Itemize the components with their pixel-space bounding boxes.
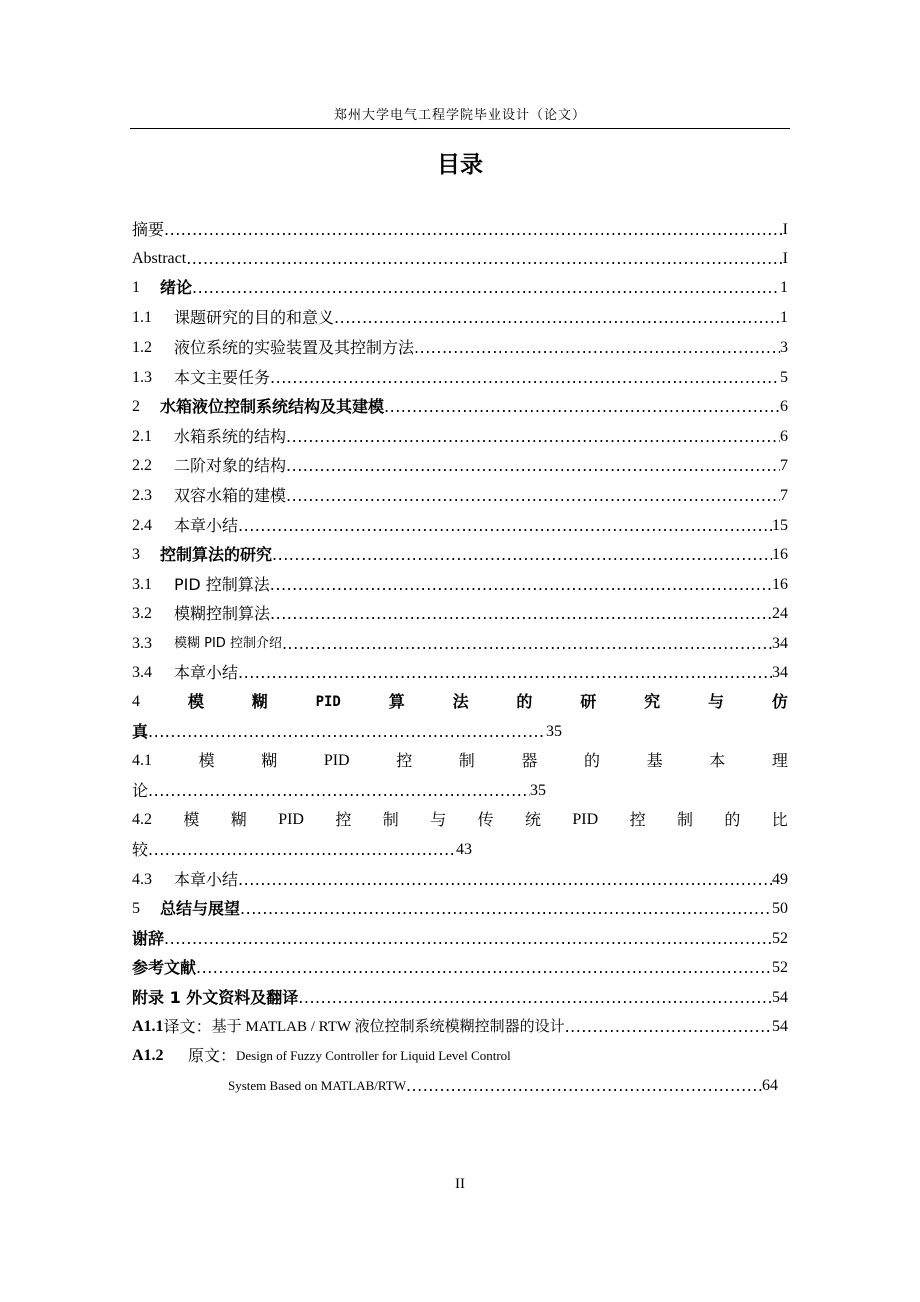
toc-page: 64 xyxy=(762,1077,778,1094)
dot-leader xyxy=(286,456,780,476)
toc-number: 1.2 xyxy=(132,339,152,356)
toc-page: 7 xyxy=(780,487,788,504)
toc-page: 49 xyxy=(772,871,788,888)
toc-page: 34 xyxy=(772,635,788,652)
dot-leader xyxy=(414,338,780,358)
dot-leader xyxy=(238,516,772,536)
toc-entry-2-2[interactable] xyxy=(132,450,788,476)
toc-title: System Based on MATLAB/RTW xyxy=(228,1078,406,1093)
toc-page: 5 xyxy=(780,369,788,386)
toc-title: 模糊 PID 控制介绍 xyxy=(174,636,282,651)
toc-page: 1 xyxy=(780,309,788,326)
dot-leader xyxy=(164,929,772,949)
toc-title-part: 控 xyxy=(335,810,352,829)
toc-title: 双容水箱的建模 xyxy=(174,486,287,505)
toc-title-part: 制 xyxy=(676,810,693,829)
toc-number: 3.3 xyxy=(132,635,152,652)
toc-page: 43 xyxy=(456,841,472,858)
toc-entry-appendix[interactable] xyxy=(132,982,788,1008)
toc-entry-1-1[interactable] xyxy=(132,302,788,328)
toc-title-part: 控 xyxy=(629,810,646,829)
toc-title: 二阶对象的结构 xyxy=(174,456,287,475)
toc-title-part: 糊 xyxy=(251,692,268,711)
toc-title-part: 究 xyxy=(644,692,661,711)
toc-page: 3 xyxy=(780,339,788,356)
toc-title-part: PID xyxy=(315,694,341,710)
toc-title-part: 制 xyxy=(458,751,475,770)
dot-leader xyxy=(186,249,782,269)
toc-title-part: 基 xyxy=(646,751,663,770)
toc-page: 35 xyxy=(530,782,546,799)
dot-leader xyxy=(286,486,780,506)
header-rule xyxy=(130,128,790,129)
toc-entry-ch4-continued[interactable] xyxy=(132,716,562,742)
dot-leader xyxy=(406,1076,762,1096)
toc-title-part: 的 xyxy=(724,810,741,829)
dot-leader xyxy=(240,899,772,919)
toc-title: 控制算法的研究 xyxy=(160,545,273,564)
toc-title: 参考文献 xyxy=(132,958,197,977)
toc-entry-thanks[interactable] xyxy=(132,923,788,949)
dot-leader xyxy=(238,870,772,890)
dot-leader xyxy=(270,604,772,624)
page-title: 目录 xyxy=(437,152,483,178)
toc-title: PID 控制算法 xyxy=(174,575,270,594)
toc-title-part: 控 xyxy=(396,751,413,770)
dot-leader xyxy=(148,781,530,801)
toc-entry-1-2[interactable] xyxy=(132,332,788,358)
toc-number: 1 xyxy=(132,279,140,296)
dot-leader xyxy=(565,1017,772,1037)
toc-page: 16 xyxy=(772,546,788,563)
toc-title: 水箱液位控制系统结构及其建模 xyxy=(160,397,385,416)
toc-entry-4-3[interactable] xyxy=(132,864,788,890)
toc-number: 4.1 xyxy=(132,752,152,769)
toc-title-part: 糊 xyxy=(230,810,247,829)
dot-leader xyxy=(196,958,772,978)
toc-page: 16 xyxy=(772,576,788,593)
toc-page: 24 xyxy=(772,605,788,622)
toc-title-part: 传 xyxy=(477,810,494,829)
toc-title: 本章小结 xyxy=(174,870,239,889)
toc-title-part: 理 xyxy=(771,751,788,770)
toc-title-part: 算 xyxy=(388,692,405,711)
toc-number: 1.3 xyxy=(132,369,152,386)
dot-leader xyxy=(286,427,780,447)
dot-leader xyxy=(334,308,780,328)
dot-leader xyxy=(298,988,772,1008)
dot-leader xyxy=(238,663,772,683)
toc-page: I xyxy=(782,221,788,238)
toc-page: I xyxy=(782,250,788,267)
toc-title-part: 模 xyxy=(187,692,204,711)
toc-title-part: PID xyxy=(572,811,599,828)
toc-number: 3.1 xyxy=(132,576,152,593)
toc-title-part: 器 xyxy=(521,751,538,770)
toc-title-part: 真 xyxy=(132,722,149,741)
toc-number: 5 xyxy=(132,900,140,917)
toc-number: 2.4 xyxy=(132,517,152,534)
toc-page: 50 xyxy=(772,900,788,917)
toc-title: 本文主要任务 xyxy=(174,368,271,387)
dot-leader xyxy=(282,634,772,654)
toc-number: 2.1 xyxy=(132,428,152,445)
toc-page: 15 xyxy=(772,517,788,534)
toc-title-part: 较 xyxy=(132,840,149,859)
dot-leader xyxy=(272,545,772,565)
dot-leader xyxy=(148,722,546,742)
toc-title-part: 比 xyxy=(771,810,788,829)
toc-title: 模糊控制算法 xyxy=(174,604,271,623)
toc-entry-abstract-en[interactable] xyxy=(132,243,788,269)
toc-entry-3-3[interactable] xyxy=(132,628,788,654)
toc-number: 2 xyxy=(132,398,140,415)
toc-page: 54 xyxy=(772,1018,788,1035)
toc-page: 6 xyxy=(780,428,788,445)
toc-page: 34 xyxy=(772,664,788,681)
toc-title: 谢辞 xyxy=(132,929,165,948)
toc-number: A1.1 xyxy=(132,1018,164,1035)
toc-entry-a1-1[interactable] xyxy=(132,1011,788,1037)
toc-number: 2.3 xyxy=(132,487,152,504)
toc-number: 4.3 xyxy=(132,871,152,888)
toc-entry-a1-2[interactable] xyxy=(132,1040,788,1066)
toc-title-part: 统 xyxy=(525,810,542,829)
toc-entry-ch4[interactable] xyxy=(132,686,788,712)
toc-title: 水箱系统的结构 xyxy=(174,427,287,446)
toc-title: Abstract xyxy=(132,250,187,267)
toc-page: 54 xyxy=(772,989,788,1006)
toc-entry-4-1[interactable] xyxy=(132,745,788,771)
toc-title-part: 研 xyxy=(580,692,597,711)
toc-entry-abstract-cn[interactable] xyxy=(132,214,788,240)
toc-title: 液位系统的实验装置及其控制方法 xyxy=(174,338,415,357)
toc-number: A1.2 xyxy=(132,1047,164,1064)
toc-entry-4-2[interactable] xyxy=(132,804,788,830)
toc-entry-a1-2-continued[interactable] xyxy=(228,1070,778,1096)
toc-entry-ch2[interactable] xyxy=(132,391,788,417)
toc-page: 6 xyxy=(780,398,788,415)
toc-title: 绪论 xyxy=(160,278,193,297)
dot-leader xyxy=(192,278,780,298)
toc-title-part: 糊 xyxy=(261,751,278,770)
toc-title-part: PID xyxy=(278,811,304,828)
toc-entry-2-1[interactable] xyxy=(132,421,788,447)
toc-entry-3-2[interactable] xyxy=(132,598,788,624)
toc-page: 52 xyxy=(772,930,788,947)
toc-title-part: 与 xyxy=(430,810,447,829)
toc-entry-ch5[interactable] xyxy=(132,893,788,919)
toc-title-part: 制 xyxy=(382,810,399,829)
toc-title: 总结与展望 xyxy=(160,899,241,918)
dot-leader xyxy=(384,397,780,417)
dot-leader xyxy=(270,575,772,595)
toc-number: 3.4 xyxy=(132,664,152,681)
toc-entry-2-3[interactable] xyxy=(132,480,788,506)
toc-entry-ch1[interactable] xyxy=(132,272,788,298)
toc-number: 4.2 xyxy=(132,811,152,828)
dot-leader xyxy=(270,368,780,388)
toc-page: 52 xyxy=(772,959,788,976)
dot-leader xyxy=(164,220,783,240)
toc-title: 基于 MATLAB / RTW 液位控制系统模糊控制器的设计 xyxy=(211,1019,565,1035)
dot-leader xyxy=(148,840,456,860)
toc-page: 1 xyxy=(780,279,788,296)
toc-entry-4-2-continued[interactable] xyxy=(132,834,472,860)
toc-label: 原文： xyxy=(188,1046,237,1065)
toc-entry-1-3[interactable] xyxy=(132,362,788,388)
toc-entry-2-4[interactable] xyxy=(132,510,788,536)
toc-entry-4-1-continued[interactable] xyxy=(132,775,546,801)
toc-title-part: 与 xyxy=(708,692,725,711)
toc-title: 附录 1 外文资料及翻译 xyxy=(132,988,299,1007)
toc-title: 本章小结 xyxy=(174,516,239,535)
toc-number: 1.1 xyxy=(132,309,152,326)
toc-number: 3.2 xyxy=(132,605,152,622)
toc-title: 本章小结 xyxy=(174,663,239,682)
toc-number: 2.2 xyxy=(132,457,152,474)
toc-title: 课题研究的目的和意义 xyxy=(174,308,335,327)
toc-number: 4 xyxy=(132,693,140,710)
toc-label: 译文： xyxy=(163,1017,212,1036)
toc-number: 3 xyxy=(132,546,140,563)
toc-title-part: 仿 xyxy=(771,692,788,711)
toc-title-part: 的 xyxy=(516,692,533,711)
toc-entry-3-1[interactable] xyxy=(132,569,788,595)
toc-title-part: 的 xyxy=(584,751,601,770)
toc-page: 35 xyxy=(546,723,562,740)
toc-page: 7 xyxy=(780,457,788,474)
toc-title-part: 论 xyxy=(132,781,149,800)
toc-entry-references[interactable] xyxy=(132,952,788,978)
toc-title: Design of Fuzzy Controller for Liquid Level Control xyxy=(236,1048,511,1063)
page-header: 郑州大学电气工程学院毕业设计（论文） xyxy=(333,108,586,123)
toc-title-part: 本 xyxy=(709,751,726,770)
page-number: II xyxy=(455,1176,465,1192)
toc-title-part: 模 xyxy=(198,751,215,770)
toc-title: 摘要 xyxy=(132,220,165,239)
toc-entry-ch3[interactable] xyxy=(132,539,788,565)
toc-title-part: 法 xyxy=(452,692,469,711)
toc-title-part: 模 xyxy=(183,810,200,829)
toc-entry-3-4[interactable] xyxy=(132,657,788,683)
toc-title-part: PID xyxy=(323,752,350,769)
